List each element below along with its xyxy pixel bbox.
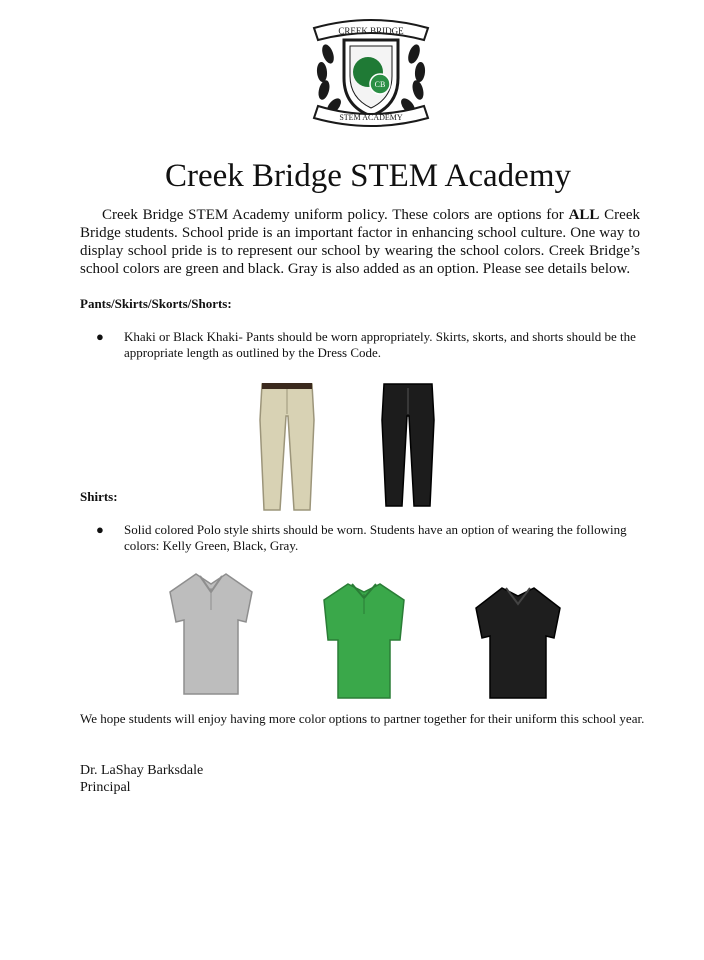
principal-role: Principal <box>80 780 131 795</box>
signature-block <box>80 762 203 796</box>
black-pants-image <box>380 380 436 510</box>
green-polo-image <box>320 578 408 702</box>
page-title: Creek Bridge STEM Academy <box>165 158 571 194</box>
logo-bottom-text: STEM ACADEMY <box>339 113 403 122</box>
intro-text-end: Creek Bridge students. School pride is an important factor in enhancing school culture. One way to display school pride is to represent our school by wearing the school colors. Creek Bridge’s school colors are green and black. Gray is also added as an option. Please see details below. <box>80 207 640 277</box>
school-logo <box>306 14 436 130</box>
shirts-bullet <box>96 522 656 554</box>
pants-heading: Pants/Skirts/Skorts/Shorts: <box>80 296 232 311</box>
shirts-bullet-text: Solid colored Polo style shirts should be worn. Students have an option of wearing the following colors: Kelly Green, Black, Gray. <box>124 522 627 553</box>
gray-polo-image <box>166 570 256 696</box>
intro-bold-all: ALL <box>568 207 600 223</box>
pants-bullet <box>96 329 656 361</box>
bullet-dot: ● <box>96 329 104 344</box>
shirts-heading: Shirts: <box>80 489 118 504</box>
pants-bullet-text: Khaki or Black Khaki- Pants should be worn appropriately. Skirts, skorts, and shorts should be the appropriate length as outlined by the Dress Code. <box>124 329 636 360</box>
khaki-pants-image <box>258 380 316 514</box>
principal-name: Dr. LaShay Barksdale <box>80 763 204 778</box>
logo-top-text: CREEK BRIDGE <box>338 26 404 36</box>
logo-monogram: CB <box>374 80 386 89</box>
bullet-dot: ● <box>96 522 104 537</box>
closing-paragraph: We hope students will enjoy having more color options to partner together for their uniform this school year. <box>80 711 645 726</box>
black-polo-image <box>472 582 564 702</box>
intro-paragraph <box>80 206 640 278</box>
intro-text-start: Creek Bridge STEM Academy uniform policy. These colors are options for <box>102 207 569 223</box>
